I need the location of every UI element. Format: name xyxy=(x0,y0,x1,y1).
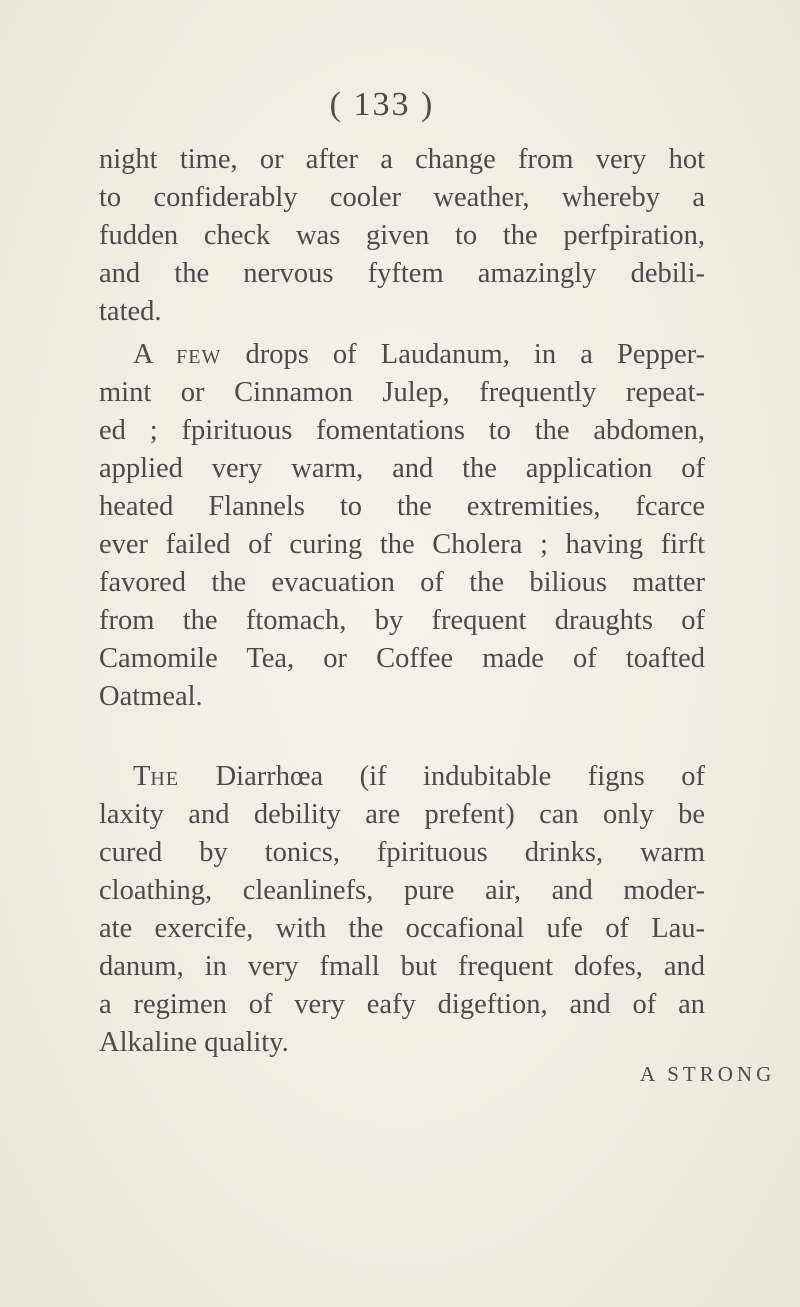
text-line: fudden check was given to the perfpiration, xyxy=(99,220,705,251)
paragraph-1 xyxy=(99,141,705,331)
paragraph-lead: A xyxy=(133,339,153,370)
first-line-rest: drops of Laudanum, in a Pepper- xyxy=(245,339,706,370)
page-number: ( 133 ) xyxy=(329,86,435,123)
text-line: favored the evacuation of the bilious matter xyxy=(99,567,705,598)
text-line: Alkaline quality. xyxy=(99,1027,289,1058)
text-line: cured by tonics, fpirituous drinks, warm xyxy=(99,837,705,868)
text-line: to confiderably cooler weather, whereby a xyxy=(99,182,705,213)
text-line: danum, in very fmall but frequent dofes, and xyxy=(99,951,705,982)
paragraph-2 xyxy=(99,336,705,716)
paragraph-lead: T xyxy=(133,761,151,792)
first-line-rest: Diarrhœa (if indubitable figns of xyxy=(215,761,705,792)
text-line xyxy=(99,758,705,796)
text-line: a regimen of very eafy digeftion, and of an xyxy=(99,989,705,1020)
text-line: ever failed of curing the Cholera ; having firft xyxy=(99,529,705,560)
text-line: applied very warm, and the application of xyxy=(99,453,705,484)
paragraph-lead-smallcaps: he xyxy=(150,761,180,792)
paragraph-lead-smallcaps: few xyxy=(176,339,222,370)
catchword: A STRONG xyxy=(640,1062,776,1086)
text-line: and the nervous fyftem amazingly debili- xyxy=(99,258,705,289)
text-line: from the ftomach, by frequent draughts of xyxy=(99,605,705,636)
text-line xyxy=(99,336,705,374)
text-line: Camomile Tea, or Coffee made of toafted xyxy=(99,643,705,674)
text-line: laxity and debility are prefent) can only be xyxy=(99,799,705,830)
text-line: ate exercife, with the occafional ufe of Lau- xyxy=(99,913,705,944)
text-line: tated. xyxy=(99,296,162,327)
text-line: cloathing, cleanlinefs, pure air, and moder- xyxy=(99,875,705,906)
paragraph-3 xyxy=(99,758,705,1062)
text-line: ed ; fpirituous fomentations to the abdomen, xyxy=(99,415,705,446)
text-line: night time, or after a change from very hot xyxy=(99,144,705,175)
text-line: Oatmeal. xyxy=(99,681,203,712)
text-line: heated Flannels to the extremities, fcarce xyxy=(99,491,705,522)
text-line: mint or Cinnamon Julep, frequently repeat- xyxy=(99,377,705,408)
